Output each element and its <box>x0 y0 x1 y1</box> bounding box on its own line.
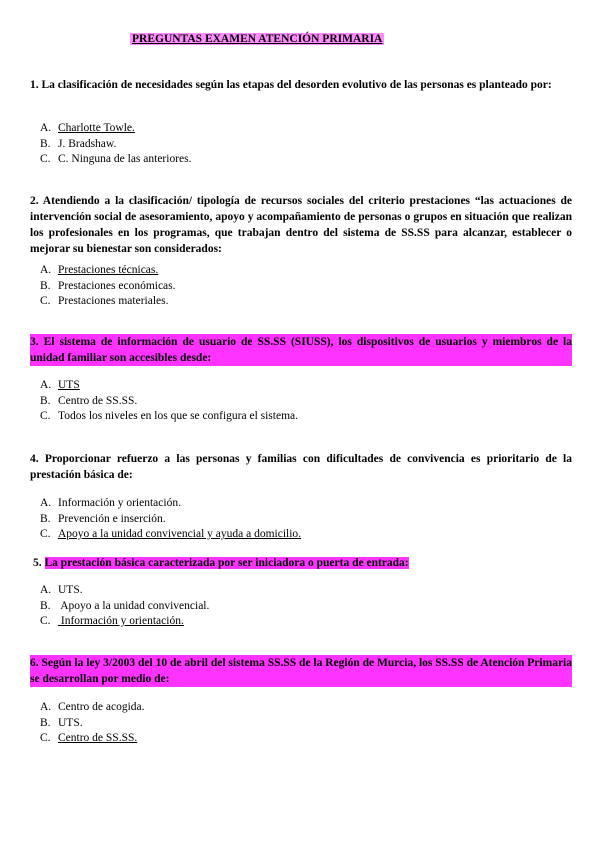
option-5b <box>40 599 209 615</box>
options-question-4 <box>40 496 301 543</box>
option-text: UTS. <box>58 716 83 729</box>
option-letter: A. <box>40 701 52 713</box>
option-6c <box>40 731 145 747</box>
option-text: Charlotte Towle. <box>58 122 135 134</box>
options-question-2 <box>40 263 176 310</box>
option-text: J. Bradshaw. <box>58 137 117 150</box>
option-letter: B. <box>40 137 51 150</box>
option-letter: A. <box>40 122 52 134</box>
options-question-1 <box>40 121 192 168</box>
option-text: Prestaciones materiales. <box>58 295 169 307</box>
option-4c <box>40 527 301 543</box>
option-text: Apoyo a la unidad convivencial. <box>58 599 210 612</box>
options-question-5 <box>40 583 209 630</box>
option-text: Prestaciones económicas. <box>58 279 176 292</box>
option-text: Información y orientación. <box>58 615 184 627</box>
option-2a <box>40 263 176 279</box>
option-1a <box>40 121 192 137</box>
option-letter: C. <box>40 528 51 540</box>
option-letter: C. <box>40 153 51 165</box>
option-letter: A. <box>40 264 52 276</box>
option-text: Centro de SS.SS. <box>58 394 138 407</box>
option-text: C. Ninguna de las anteriores. <box>58 153 192 165</box>
question-5 <box>33 555 573 571</box>
question-text: La prestación básica caracterizada por ser iniciadora o puerta de entrada: <box>44 557 409 569</box>
option-2b <box>40 279 176 295</box>
option-4b <box>40 512 301 528</box>
option-4a <box>40 496 301 512</box>
option-letter: C. <box>40 410 51 422</box>
option-text: Apoyo a la unidad convivencial y ayuda a domicilio. <box>58 528 302 540</box>
option-1b <box>40 137 192 153</box>
question-6: 6. Según la ley 3/2003 del 10 de abril del sistema SS.SS de la Región de Murcia, los SS.SS de Atención Primaria se desarrollan por medio de: <box>30 657 572 685</box>
option-3c <box>40 409 298 425</box>
option-text: Prevención e inserción. <box>58 512 166 525</box>
option-2c <box>40 294 176 310</box>
options-question-3 <box>40 378 298 425</box>
option-text: Información y orientación. <box>58 497 181 509</box>
option-letter: B. <box>40 394 51 407</box>
option-letter: A. <box>40 584 52 596</box>
question-1: 1. La clasificación de necesidades según las etapas del desorden evolutivo de las personas es planteado por: <box>30 79 552 91</box>
option-letter: B. <box>40 512 51 525</box>
option-letter: C. <box>40 732 51 744</box>
option-3b <box>40 394 298 410</box>
option-letter: A. <box>40 497 52 509</box>
option-letter: B. <box>40 716 51 729</box>
option-text: Todos los niveles en los que se configura el sistema. <box>58 410 299 422</box>
option-letter: B. <box>40 599 51 612</box>
option-text: Centro de acogida. <box>58 701 145 713</box>
option-text: Centro de SS.SS. <box>58 732 138 744</box>
option-text: UTS <box>58 379 80 391</box>
question-number: 5. <box>33 557 42 569</box>
option-5a <box>40 583 209 599</box>
question-2: 2. Atendiendo a la clasificación/ tipología de recursos sociales del criterio prestaciones “las actuaciones de intervención social de asesoramiento, apoyo y acompañamiento de personas o grupos en situación que realizan los profesionales en los programas, que trabajan dentro del sistema de SS.SS para alcanzar, establecer o mejorar su bienestar son considerados: <box>30 195 572 255</box>
option-text: Prestaciones técnicas. <box>58 264 159 276</box>
option-letter: C. <box>40 615 51 627</box>
option-letter: A. <box>40 379 52 391</box>
option-3a <box>40 378 298 394</box>
option-letter: B. <box>40 279 51 292</box>
option-6b <box>40 716 145 732</box>
option-text: UTS. <box>58 584 83 596</box>
option-1c <box>40 152 192 168</box>
page-title: PREGUNTAS EXAMEN ATENCIÓN PRIMARIA <box>132 33 383 45</box>
options-question-6 <box>40 700 145 747</box>
option-letter: C. <box>40 295 51 307</box>
question-4: 4. Proporcionar refuerzo a las personas y familias con dificultades de convivencia es prioritario de la prestación básica de: <box>30 453 572 481</box>
question-3: 3. El sistema de información de usuario de SS.SS (SIUSS), los dispositivos de usuarios y miembros de la unidad familiar son accesibles desde: <box>30 336 572 364</box>
option-5c <box>40 614 209 630</box>
option-6a <box>40 700 145 716</box>
